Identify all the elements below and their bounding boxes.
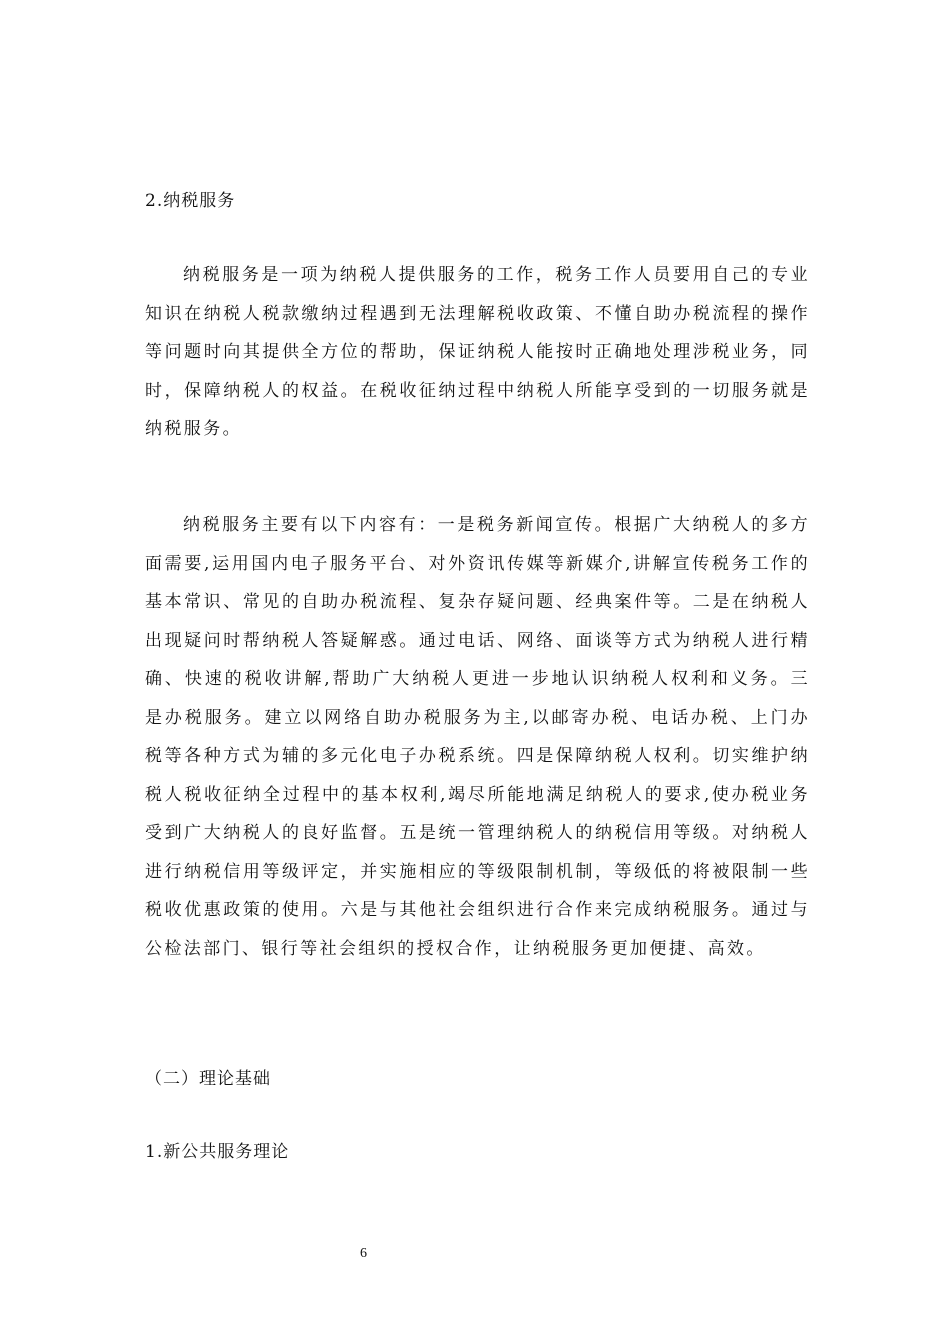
page-number: 6 bbox=[360, 1246, 367, 1261]
section-heading-theoretical-basis: （二）理论基础 bbox=[145, 1069, 271, 1089]
section-heading-tax-service: 2.纳税服务 bbox=[145, 191, 236, 211]
paragraph-tax-service-definition: 纳税服务是一项为纳税人提供服务的工作，税务工作人员要用自己的专业知识在纳税人税款缴纳过程遇到无法理解税收政策、不懂自助办税流程的操作等问题时向其提供全方位的帮助，保证纳税人能按时正确地处理涉税业务，同时，保障纳税人的权益。在税收征纳过程中纳税人所能享受到的一切服务就是纳税服务。 bbox=[145, 265, 810, 439]
subsection-heading-new-public-service: 1.新公共服务理论 bbox=[145, 1142, 290, 1162]
paragraph-tax-service-contents: 纳税服务主要有以下内容有：一是税务新闻宣传。根据广大纳税人的多方面需要,运用国内电子服务平台、对外资讯传媒等新媒介,讲解宣传税务工作的基本常识、常见的自助办税流程、复杂存疑问题、经典案件等。二是在纳税人出现疑问时帮纳税人答疑解惑。通过电话、网络、面谈等方式为纳税人进行精确、快速的税收讲解,帮助广大纳税人更进一步地认识纳税人权利和义务。三是办税服务。建立以网络自助办税服务为主,以邮寄办税、电话办税、上门办税等各种方式为辅的多元化电子办税系统。四是保障纳税人权利。切实维护纳税人税收征纳全过程中的基本权利,竭尽所能地满足纳税人的要求,使办税业务受到广大纳税人的良好监督。五是统一管理纳税人的纳税信用等级。对纳税人进行纳税信用等级评定，并实施相应的等级限制机制，等级低的将被限制一些税收优惠政策的使用。六是与其他社会组织进行合作来完成纳税服务。通过与公检法部门、银行等社会组织的授权合作，让纳税服务更加便捷、高效。 bbox=[145, 515, 810, 959]
